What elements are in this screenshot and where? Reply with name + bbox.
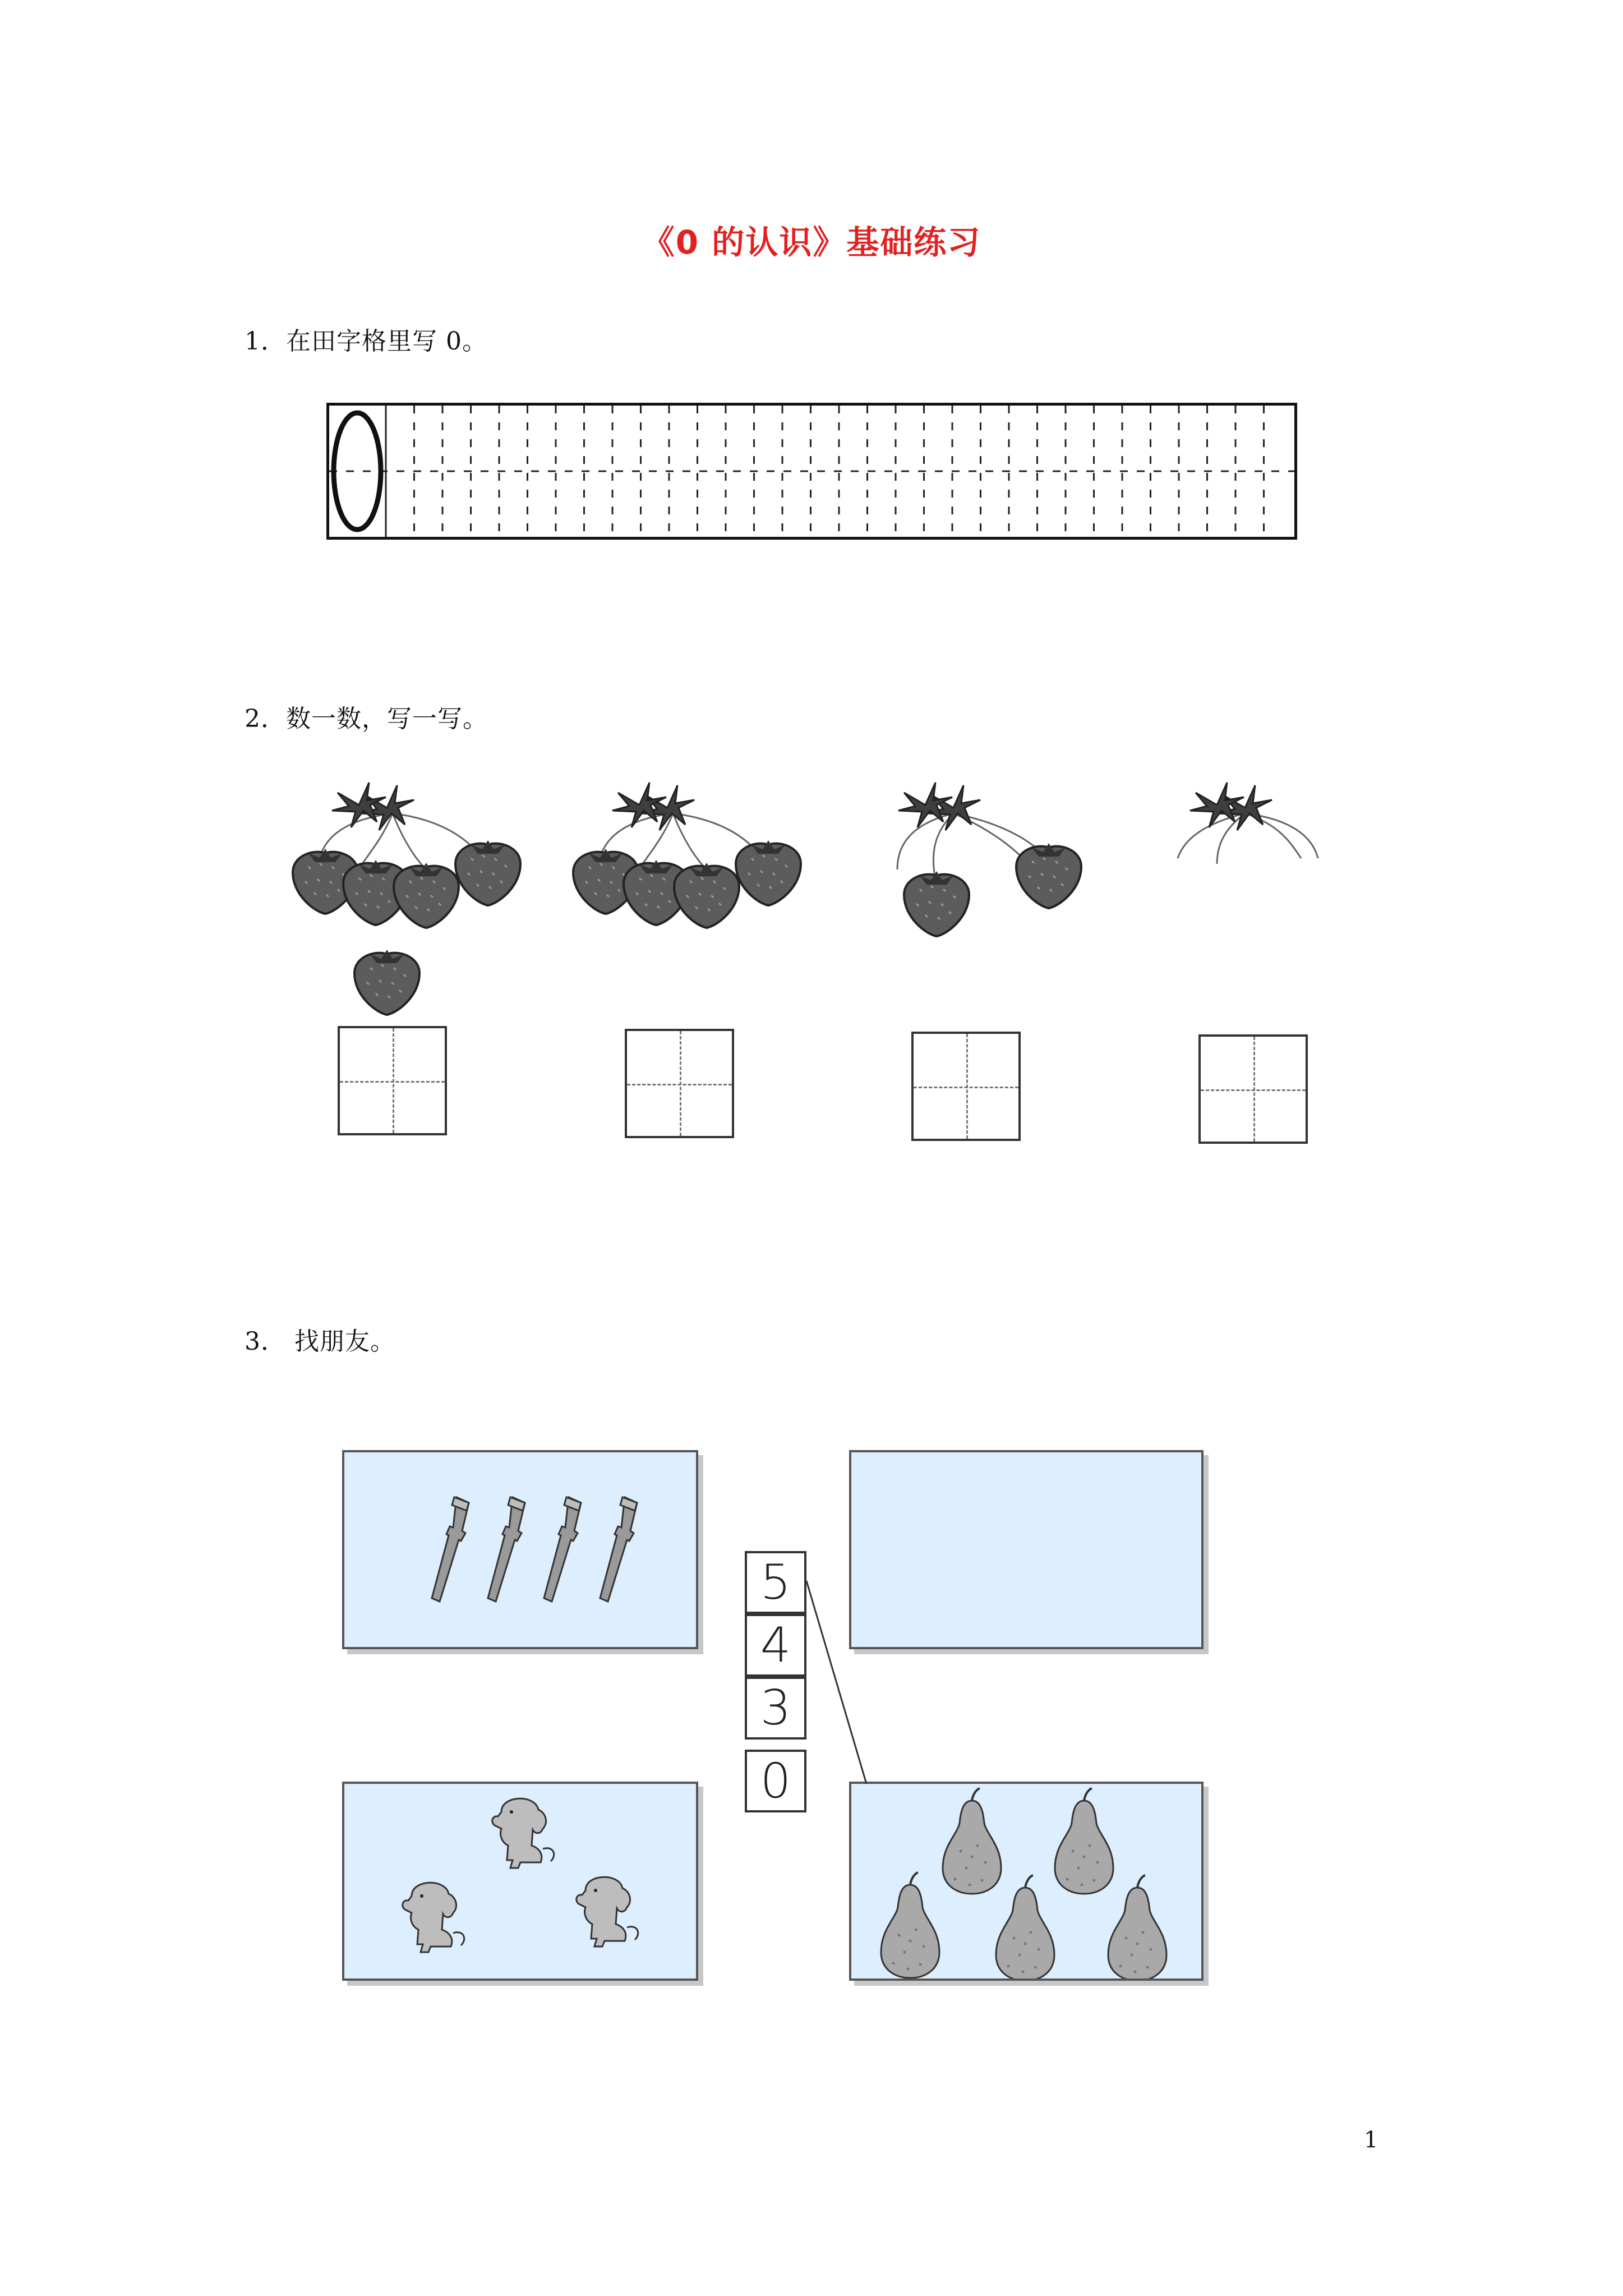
number-box-5[interactable]: 5 [745,1551,806,1614]
strawberry-illustrations [0,774,1623,1279]
question-2 [245,698,488,734]
answer-box-2[interactable] [625,1029,734,1138]
page-number: 1 [1364,2127,1378,2153]
sample-zero [334,413,381,530]
panel-empty[interactable] [849,1450,1204,1649]
panel-puppies[interactable] [342,1782,698,1981]
strawberry-group-4 [1178,783,1318,864]
answer-box-1[interactable] [338,1026,447,1135]
answer-box-3[interactable] [911,1032,1021,1141]
pears-illustration [851,1784,1201,1978]
tian-grid-lines [329,406,1294,537]
question-number: 2． [245,705,286,733]
number-box-3[interactable]: 3 [745,1677,806,1740]
panel-pens[interactable] [342,1450,698,1649]
question-number: 1． [245,327,286,356]
question-1 [245,321,487,357]
strawberry-group-3 [897,783,1081,936]
question-3 [245,1321,395,1357]
question-text: 数一数，写一写。 [286,705,488,733]
panel-pears[interactable] [849,1782,1204,1981]
answer-box-4[interactable] [1198,1034,1308,1144]
pens-illustration [344,1452,696,1647]
tian-grid [326,403,1297,540]
question-text: 在田字格里写 0。 [286,327,487,356]
number-box-4[interactable]: 4 [745,1614,806,1677]
page-title: 《0 的认识》基础练习 [642,223,981,261]
question-number: 3． [245,1327,286,1356]
number-box-0[interactable]: 0 [745,1750,806,1812]
puppies-illustration [344,1784,696,1978]
question-text: 找朋友。 [286,1327,395,1356]
strawberry-group-2 [573,783,801,928]
strawberry-group-1 [293,783,520,1015]
